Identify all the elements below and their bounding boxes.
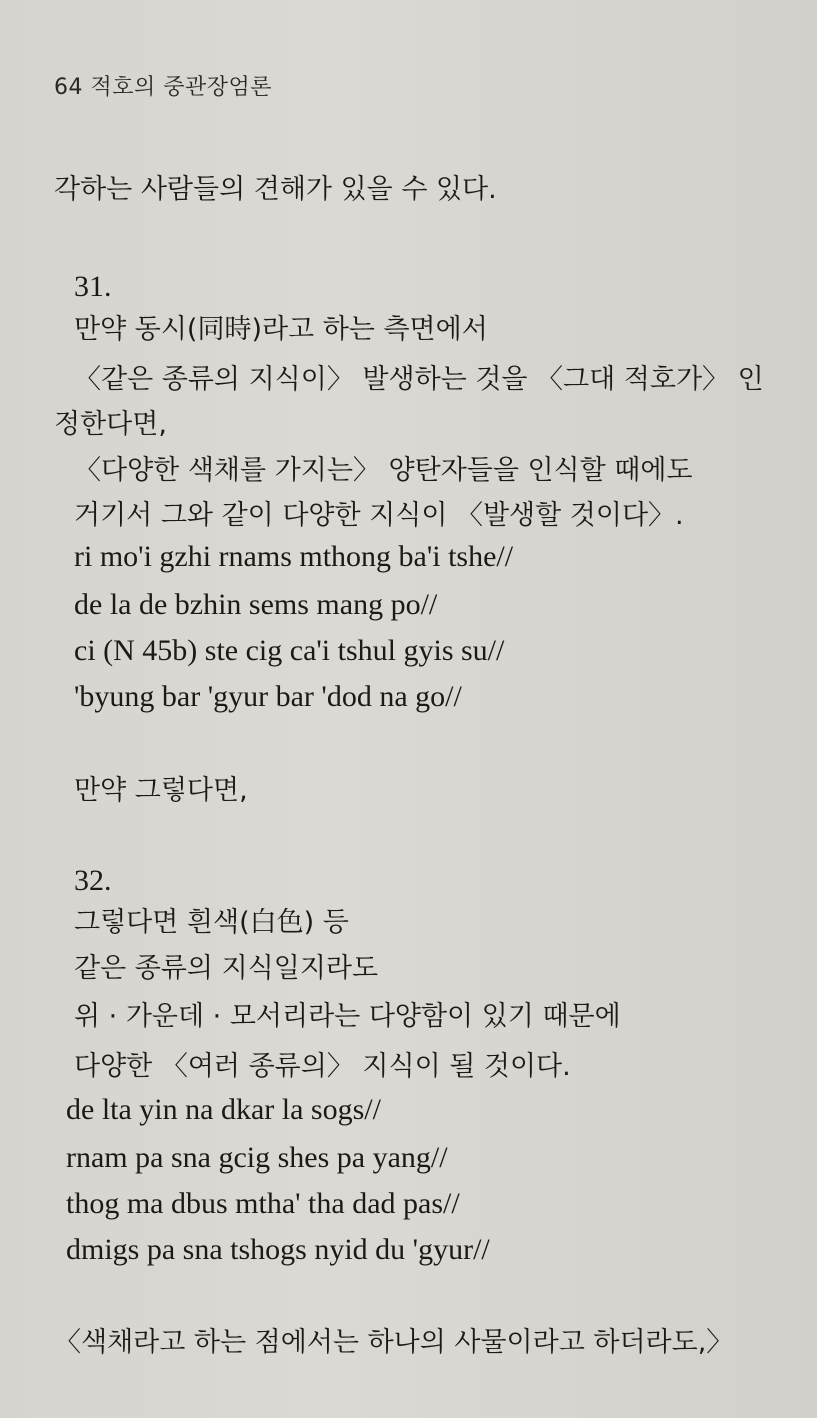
verse-31-tibetan-4: 'byung bar 'gyur bar 'dod na go// (74, 680, 462, 713)
running-head: 64 적호의 중관장엄론 (54, 75, 272, 100)
verse-32-number: 32. (74, 864, 112, 897)
verse-31-line-1: 만약 동시(同時)라고 하는 측면에서 (74, 314, 488, 345)
between-line: 만약 그렇다면, (74, 775, 248, 806)
verse-32-tibetan-1: de lta yin na dkar la sogs// (66, 1093, 381, 1126)
verse-32-tibetan-2: rnam pa sna gcig shes pa yang// (66, 1141, 448, 1174)
verse-31-line-4: 〈다양한 색채를 가지는〉 양탄자들을 인식할 때에도 (74, 455, 693, 486)
closing-line: 〈색채라고 하는 점에서는 하나의 사물이라고 하더라도,〉 (54, 1327, 734, 1358)
verse-31-line-5: 거기서 그와 같이 다양한 지식이 〈발생할 것이다〉. (74, 500, 684, 531)
verse-32-line-1: 그렇다면 흰색(白色) 등 (74, 907, 349, 938)
verse-32-tibetan-4: dmigs pa sna tshogs nyid du 'gyur// (66, 1233, 490, 1266)
verse-31-tibetan-2: de la de bzhin sems mang po// (74, 588, 438, 621)
verse-31-tibetan-3: ci (N 45b) ste cig ca'i tshul gyis su// (74, 634, 505, 667)
verse-31-number: 31. (74, 270, 112, 303)
verse-31-line-2: 〈같은 종류의 지식이〉 발생하는 것을 〈그대 적호가〉 인 (74, 364, 764, 395)
verse-32-line-2: 같은 종류의 지식일지라도 (74, 953, 379, 984)
verse-31-line-3: 정한다면, (54, 409, 167, 440)
verse-32-line-3: 위 · 가운데 · 모서리라는 다양함이 있기 때문에 (74, 1001, 621, 1032)
intro-line: 각하는 사람들의 견해가 있을 수 있다. (54, 174, 497, 205)
verse-32-tibetan-3: thog ma dbus mtha' tha dad pas// (66, 1187, 460, 1220)
verse-31-tibetan-1: ri mo'i gzhi rnams mthong ba'i tshe// (74, 540, 514, 573)
verse-32-line-4: 다양한 〈여러 종류의〉 지식이 될 것이다. (74, 1051, 571, 1082)
